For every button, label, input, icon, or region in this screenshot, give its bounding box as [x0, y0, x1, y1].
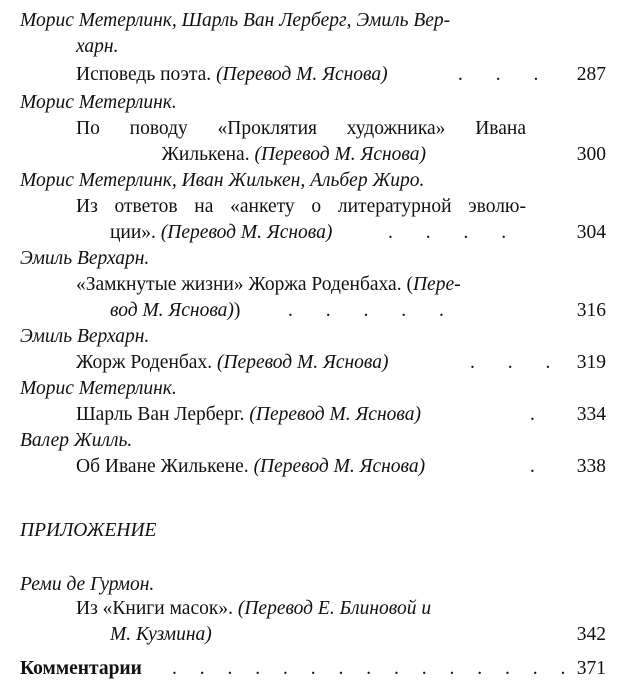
toc-leader: . . . . [388, 222, 521, 243]
toc-page-number: 304 [576, 222, 606, 243]
toc-leader: . . . [458, 64, 553, 85]
toc-page-number: 334 [576, 404, 606, 425]
toc-entry-title[interactable] [76, 456, 496, 478]
toc-translator: (Перевод М. Яснова) [216, 64, 388, 85]
toc-entry-title[interactable] [76, 352, 466, 374]
toc-entry-title-cont[interactable]: вод М. Яснова)) [110, 300, 241, 321]
toc-leader: . [530, 404, 549, 425]
toc-entry-title[interactable]: Из ответов на «анкету о литературной эволю- [76, 196, 526, 217]
toc-author: Валер Жилль. [20, 430, 133, 451]
toc-page-number: 316 [576, 300, 606, 321]
toc-title-text: Из «Книги масок». [76, 598, 238, 619]
toc-leader: . [530, 456, 549, 477]
toc-translator: (Перевод М. Яснова) [160, 222, 333, 243]
toc-title-text: Жилькена. [161, 144, 255, 165]
toc-translator: вод М. Яснова) [110, 300, 234, 321]
toc-entry-title[interactable]: По поводу «Проклятия художника» Ивана [76, 118, 526, 139]
toc-translator: (Перевод М. Яснова) [253, 456, 426, 477]
toc-title-text: ции». [110, 222, 161, 243]
toc-author: Эмиль Верхарн. [20, 248, 150, 269]
toc-author: Морис Метерлинк. [20, 92, 177, 113]
toc-author: Реми де Гурмон. [20, 574, 155, 595]
toc-title-text: «Замкнутые жизни» Жоржа Роденбаха. ( [76, 274, 413, 295]
toc-page-number: 287 [576, 64, 606, 85]
toc-page-number: 319 [576, 352, 606, 373]
toc-author: Морис Метерлинк, Иван Жилькен, Альбер Жиро. [20, 170, 425, 191]
toc-translator: М. Кузмина) [110, 624, 212, 645]
toc-translator: (Перевод М. Яснова) [216, 352, 389, 373]
toc-page-number: 371 [576, 658, 606, 679]
toc-entry-title[interactable] [76, 598, 526, 620]
toc-page-number: 338 [576, 456, 606, 477]
toc-translator: (Перевод Е. Блиновой и [237, 598, 432, 619]
toc-leader: . . . . . [288, 300, 458, 321]
toc-title-text: Жорж Роденбах. [76, 352, 217, 373]
toc-translator: Пере- [412, 274, 461, 295]
toc-author: Морис Метерлинк. [20, 378, 177, 399]
toc-author: Морис Метерлинк, Шарль Ван Лерберг, Эмиль Вер- [20, 10, 451, 31]
toc-title-text: Об Иване Жилькене. [76, 456, 254, 477]
toc-page-number: 342 [576, 624, 606, 645]
toc-title-text: Шарль Ван Лерберг. [76, 404, 250, 425]
toc-entry-title[interactable] [76, 404, 496, 426]
toc-entry-title-cont[interactable] [110, 222, 390, 244]
toc-leader: . . . [470, 352, 565, 373]
toc-entry-title[interactable] [76, 274, 526, 296]
toc-page-number: 300 [576, 144, 606, 165]
toc-translator: (Перевод М. Яснова) [254, 144, 426, 165]
toc-leader: . . . . . . . . . . . . . . . [172, 658, 575, 679]
appendix-heading: ПРИЛОЖЕНИЕ [20, 520, 157, 541]
comments-entry[interactable]: Комментарии [20, 658, 142, 679]
toc-title-text: Исповедь поэта. [76, 64, 217, 85]
toc-entry-title-cont[interactable] [110, 624, 360, 646]
toc-entry-title-cont[interactable] [76, 144, 426, 166]
toc-author-cont: харн. [76, 36, 119, 57]
toc-author: Эмиль Верхарн. [20, 326, 150, 347]
toc-translator: (Перевод М. Яснова) [249, 404, 421, 425]
